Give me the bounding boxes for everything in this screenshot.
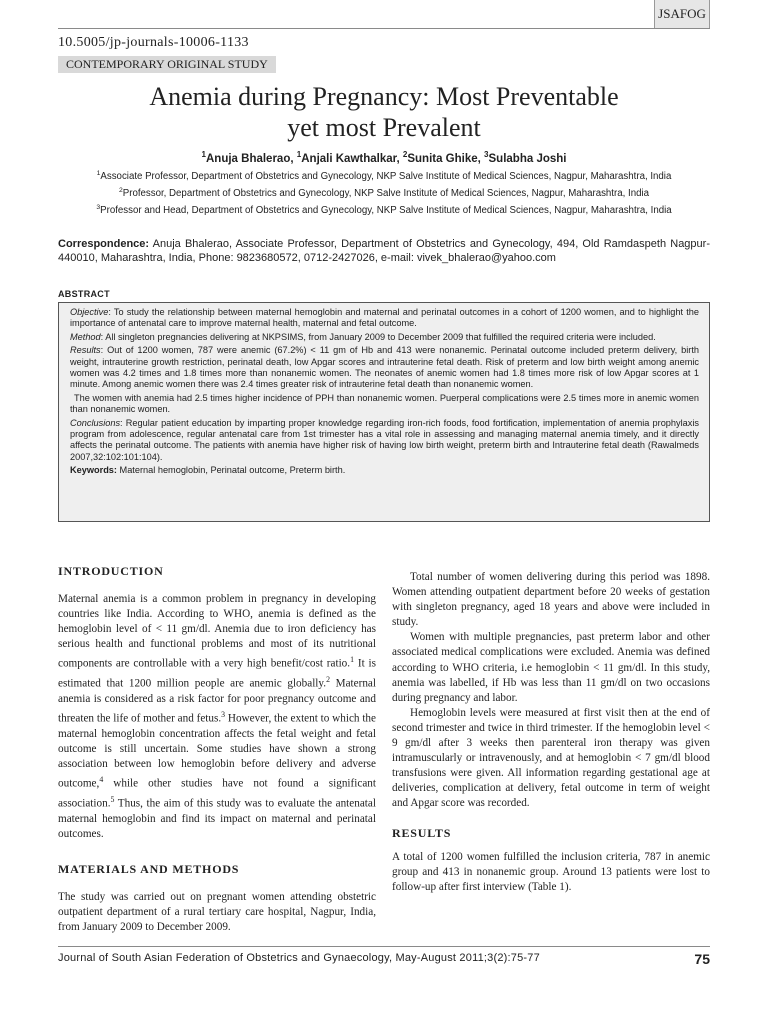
right-column bbox=[392, 570, 710, 895]
abstract-heading: ABSTRACT bbox=[58, 289, 110, 299]
section-label: CONTEMPORARY ORIGINAL STUDY bbox=[58, 56, 276, 73]
method-text: : All singleton pregnancies delivering at NKPSIMS, from January 2009 to December 2009 that fulfilled the required criteria were included. bbox=[100, 331, 656, 342]
correspondence-text: Anuja Bhalerao, Associate Professor, Department of Obstetrics and Gynecology, 494, Old Ramdaspeth Nagpur-440010, Maharashtra, India, Phone: 9823680572, 0712-2427026, e-mail: vivek_bhalerao@yahoo.com bbox=[58, 238, 710, 264]
abstract-keywords bbox=[70, 465, 699, 476]
author-list bbox=[58, 150, 710, 165]
page-number: 75 bbox=[694, 951, 710, 967]
affiliation-text: Professor and Head, Department of Obstetrics and Gynecology, NKP Salve Institute of Medical Sciences, Nagpur, Maharashtra, India bbox=[100, 205, 672, 217]
methods-paragraph: Hemoglobin levels were measured at first visit then at the end of second trimester and twice in third trimester. If the hemoglobin level < 9 gm/dl after 3 weeks then parenteral iron therapy was given intramuscularly or intravenously, and at hemoglobin < 7 gm/dl blood transfusions were given. All information regarding gestational age at deliveries, complication at delivery, fetal outcome in term of weight and Apgar score was recorded. bbox=[392, 706, 710, 810]
keywords-label: Keywords: bbox=[70, 465, 117, 476]
results-heading: RESULTS bbox=[392, 825, 452, 840]
introduction-heading: INTRODUCTION bbox=[58, 564, 164, 578]
results-label: Results bbox=[70, 345, 101, 356]
affiliation-sup: 1 bbox=[96, 170, 101, 177]
citation-2: 2 bbox=[326, 675, 331, 685]
citation-1: 1 bbox=[350, 655, 354, 665]
affiliation-text: Associate Professor, Department of Obstetrics and Gynecology, NKP Salve Institute of Medical Sciences, Nagpur, Maharashtra, India bbox=[100, 171, 672, 183]
methods-paragraph: The study was carried out on pregnant women attending obstetric outpatient department of a rural tertiary care hospital, Nagpur, India, from January 2009 to December 2009. bbox=[58, 891, 376, 934]
footer-journal-citation: Journal of South Asian Federation of Obstetrics and Gynaecology, May-August 2011;3(2):75-77 bbox=[58, 952, 540, 964]
method-label: Method bbox=[70, 331, 101, 342]
abstract-method bbox=[70, 332, 699, 343]
abstract-results bbox=[70, 345, 699, 391]
affiliation-sup: 3 bbox=[96, 204, 101, 211]
doi: 10.5005/jp-journals-10006-1133 bbox=[58, 35, 249, 50]
results-text: : Out of 1200 women, 787 were anemic (67.2%) < 11 gm of Hb and 413 were nonanemic. Perinatal outcome included preterm delivery, birth weight, intrauterine growth restriction, perinatal death, low Apgar scores and intrauterine fetal death. Risk of preterm and low birth weight among anemic women was 4.2 times and 1.8 times more than nonanemic women. The neonates of anemic women had 1.8 times more risk of low Apgar scores at 1 minute. Among anemic women there was 2.4 times greater risk of intrauterine fetal death than nonanemic women. bbox=[70, 345, 699, 390]
author-name: Anjali Kawthalkar, bbox=[301, 152, 403, 165]
affiliation-sup: 2 bbox=[118, 187, 123, 194]
abstract-conclusions bbox=[70, 418, 699, 464]
correspondence-label: Correspondence: bbox=[58, 238, 150, 250]
abstract-objective bbox=[70, 307, 699, 330]
correspondence bbox=[58, 237, 710, 265]
journal-badge: JSAFOG bbox=[654, 0, 710, 29]
objective-text: : To study the relationship between maternal hemoglobin and maternal and perinatal outcomes in a cohort of 1200 women, and to highlight the importance of antenatal care to improve maternal health, maternal and fetal outcome. bbox=[70, 307, 699, 329]
affiliation bbox=[58, 170, 710, 182]
affiliation-text: Professor, Department of Obstetrics and Gynecology, NKP Salve Institute of Medical Sciences, Nagpur, Maharashtra, India bbox=[122, 188, 650, 200]
author-sup: 1 bbox=[296, 150, 302, 159]
citation-3: 3 bbox=[221, 710, 226, 720]
left-column bbox=[58, 564, 376, 936]
abstract-box bbox=[58, 302, 710, 522]
author-name: Sulabha Joshi bbox=[488, 152, 567, 165]
header-rule bbox=[58, 28, 710, 29]
methods-heading: MATERIALS AND METHODS bbox=[58, 862, 240, 877]
author-sup: 2 bbox=[402, 150, 408, 159]
results-paragraph: A total of 1200 women fulfilled the inclusion criteria, 787 in anemic group and 413 in nonanemic group. Around 13 patients were lost to follow-up after first interview (Table 1). bbox=[392, 850, 710, 893]
introduction-paragraph: Maternal anemia is a common problem in pregnancy in developing countries like India. According to WHO, anemia is defined as the hemoglobin level of < 11 gm/dl. Anemia due to iron deficiency has serious health and functional problems and most of its nutritional components are controllable with a very high benefit/cost ratio.$^1$ It is estimated that 1200 million people are anemic globally.$^2$ Maternal anemia is considered as a risk factor for poor pregnancy outcome and threaten the life of mother and fetus.$^3$ However, the extent to which the maternal hemoglobin concentration affects the fetal weight and fetal outcome is still uncertain. Some studies have shown a strong association between low hemoglobin before delivery and adverse outcome,$^4$ while other studies have not found a significant association.$^5$ Thus, the aim of this study was to evaluate the antenatal maternal hemoglobin and find its impact on maternal and perinatal outcomes. bbox=[58, 593, 376, 841]
author-name: Sunita Ghike, bbox=[407, 152, 485, 165]
conclusions-text: : Regular patient education by imparting proper knowledge regarding iron-rich foods, food fortification, implementation of anemia prophylaxis program from adolescence, regular antenatal care from 1st trimester has a vital role in assessing and managing maternal anemia timely, and it directly affects the perinatal outcome. The patients with anemia have higher risk of having low birth weight, preterm birth and Intrauterine fetal death (Rawalmeds 2007,32:102:101:104). bbox=[70, 417, 699, 462]
citation-4: 4 bbox=[99, 775, 104, 785]
author-name: Anuja Bhalerao, bbox=[206, 152, 297, 165]
title-line-2: yet most Prevalent bbox=[287, 113, 481, 142]
abstract-results-continued: The women with anemia had 2.5 times higher incidence of PPH than nonanemic women. Puerperal complications were 2.5 times more in anemic women than nonanemic women. bbox=[70, 392, 699, 415]
methods-paragraph: Total number of women delivering during this period was 1898. Women attending outpatient department before 20 weeks of gestation with singleton pregnancy, aged 18 years and above were included in study. bbox=[392, 571, 710, 629]
author-sup: 1 bbox=[201, 150, 206, 159]
conclusions-label: Conclusions bbox=[70, 417, 121, 428]
affiliation bbox=[58, 187, 710, 199]
article-title bbox=[80, 81, 688, 143]
citation-5: 5 bbox=[110, 795, 115, 805]
title-line-1: Anemia during Pregnancy: Most Preventable bbox=[149, 82, 619, 111]
affiliation bbox=[58, 204, 710, 216]
footer-rule bbox=[58, 946, 710, 947]
methods-paragraph: Women with multiple pregnancies, past preterm labor and other associated medical complications were excluded. Anemia was defined according to WHO criteria, i.e hemoglobin < 11 gm/dl. In this study, anemia was labelled, if Hb was less than 11 gm/dl on two occasions during pregnancy and labor. bbox=[392, 631, 710, 704]
objective-label: Objective bbox=[70, 307, 109, 317]
keywords-text: Maternal hemoglobin, Perinatal outcome, Preterm birth. bbox=[116, 465, 346, 476]
author-sup: 3 bbox=[484, 150, 489, 159]
